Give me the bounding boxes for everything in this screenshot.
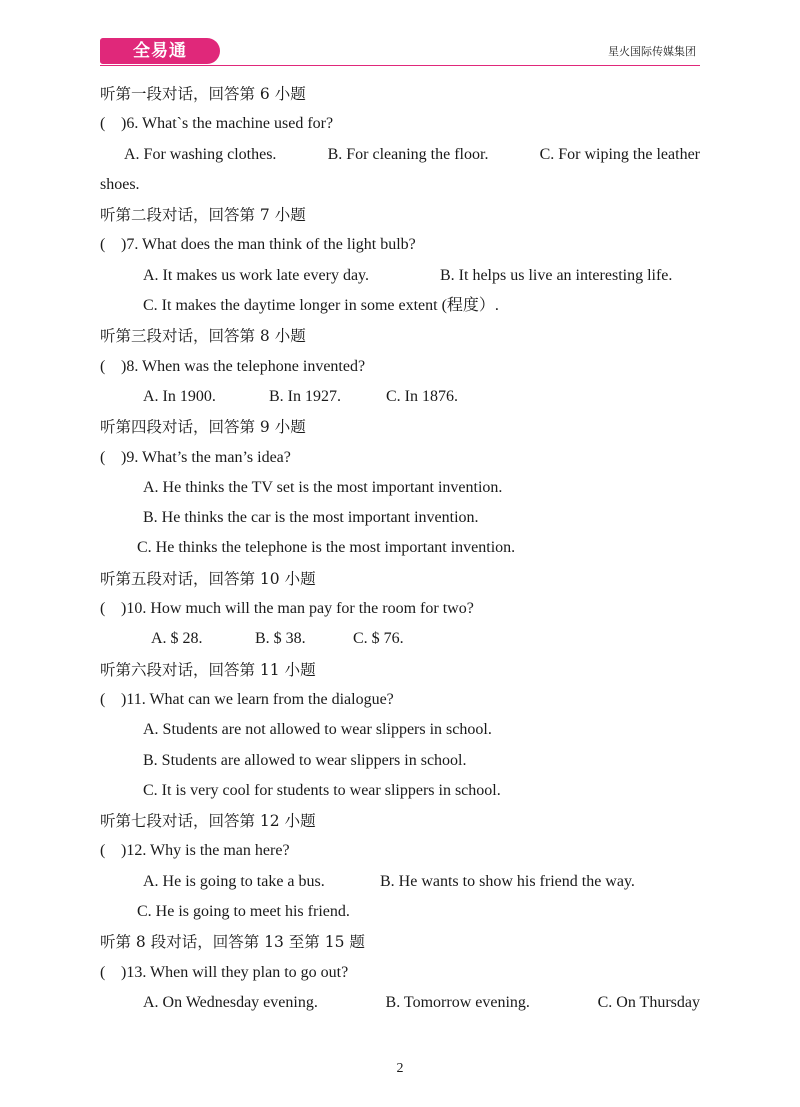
answer-blank[interactable]: ( xyxy=(100,357,106,375)
answer-blank[interactable]: ( xyxy=(100,842,106,860)
exam-content xyxy=(100,79,700,1018)
option-a: A. $ 28. xyxy=(151,630,203,648)
answer-blank[interactable]: ( xyxy=(100,236,106,254)
option-row xyxy=(100,140,700,170)
section-heading: 听第一段对话，回答第 6 小题 xyxy=(100,85,306,103)
option-b: B. In 1927. xyxy=(269,387,341,405)
question-text: )7. What does the man think of the light bulb? xyxy=(121,236,416,254)
answer-blank[interactable]: ( xyxy=(100,690,106,708)
brand-logo: 全易通 xyxy=(100,38,220,64)
question-stem xyxy=(100,109,700,139)
option-row xyxy=(100,624,700,654)
option-c: C. For wiping the leather xyxy=(539,145,700,163)
question-text: )10. How much will the man pay for the room for two? xyxy=(121,600,474,618)
answer-blank[interactable]: ( xyxy=(100,963,106,981)
header-divider xyxy=(100,65,700,66)
option-a: A. Students are not allowed to wear slippers in school. xyxy=(143,721,492,739)
option-a: A. It makes us work late every day. xyxy=(143,266,369,284)
option-a: A. For washing clothes. xyxy=(124,145,277,163)
answer-blank[interactable]: ( xyxy=(100,600,106,618)
question-stem xyxy=(100,443,700,473)
question-stem xyxy=(100,685,700,715)
section-heading: 听第七段对话，回答第 12 小题 xyxy=(100,812,316,831)
question-text: )11. What can we learn from the dialogue? xyxy=(121,690,394,708)
option-a: A. On Wednesday evening. xyxy=(143,993,318,1011)
answer-blank[interactable]: ( xyxy=(100,115,106,133)
page-number: 2 xyxy=(396,1061,404,1076)
question-text: )8. When was the telephone invented? xyxy=(121,357,366,375)
option-c: C. In 1876. xyxy=(386,387,458,405)
option-c: C. It is very cool for students to wear slippers in school. xyxy=(143,781,501,799)
section-heading: 听第 8 段对话，回答第 13 至第 15 题 xyxy=(100,933,365,952)
option-row xyxy=(100,261,700,291)
option-a: A. In 1900. xyxy=(143,387,216,405)
question-stem xyxy=(100,230,700,260)
option-c: C. It makes the daytime longer in some extent (程度）. xyxy=(143,297,499,315)
option-c: C. He thinks the telephone is the most important invention. xyxy=(137,539,516,557)
option-a: A. He is going to take a bus. xyxy=(143,872,325,890)
option-a: A. He thinks the TV set is the most important invention. xyxy=(143,478,503,496)
option-b: B. He thinks the car is the most important invention. xyxy=(143,509,479,527)
option-b: B. Tomorrow evening. xyxy=(385,993,530,1011)
section-heading: 听第三段对话，回答第 8 小题 xyxy=(100,327,306,346)
option-row xyxy=(100,382,700,412)
option-continuation: shoes. xyxy=(100,175,140,193)
option-c: C. He is going to meet his friend. xyxy=(137,903,350,921)
option-b: B. For cleaning the floor. xyxy=(327,145,489,163)
question-text: )6. What`s the machine used for? xyxy=(121,115,334,133)
question-text: )9. What’s the man’s idea? xyxy=(121,448,291,466)
company-name: 星火国际传媒集团 xyxy=(608,45,696,58)
option-c: C. $ 76. xyxy=(353,630,404,648)
question-stem xyxy=(100,836,700,866)
option-b: B. Students are allowed to wear slippers in school. xyxy=(143,751,467,769)
question-text: )12. Why is the man here? xyxy=(121,842,290,860)
question-text: )13. When will they plan to go out? xyxy=(121,963,349,981)
section-heading: 听第六段对话，回答第 11 小题 xyxy=(100,660,316,679)
question-stem xyxy=(100,958,700,988)
question-stem xyxy=(100,352,700,382)
option-row xyxy=(100,867,700,897)
section-heading: 听第二段对话，回答第 7 小题 xyxy=(100,206,306,225)
option-b: B. He wants to show his friend the way. xyxy=(380,872,635,890)
section-heading: 听第四段对话，回答第 9 小题 xyxy=(100,418,306,437)
answer-blank[interactable]: ( xyxy=(100,448,106,466)
question-stem xyxy=(100,594,700,624)
option-c: C. On Thursday xyxy=(597,993,700,1011)
option-row xyxy=(100,988,700,1018)
option-b: B. $ 38. xyxy=(255,630,306,648)
option-b: B. It helps us live an interesting life. xyxy=(440,266,673,284)
section-heading: 听第五段对话，回答第 10 小题 xyxy=(100,569,316,588)
